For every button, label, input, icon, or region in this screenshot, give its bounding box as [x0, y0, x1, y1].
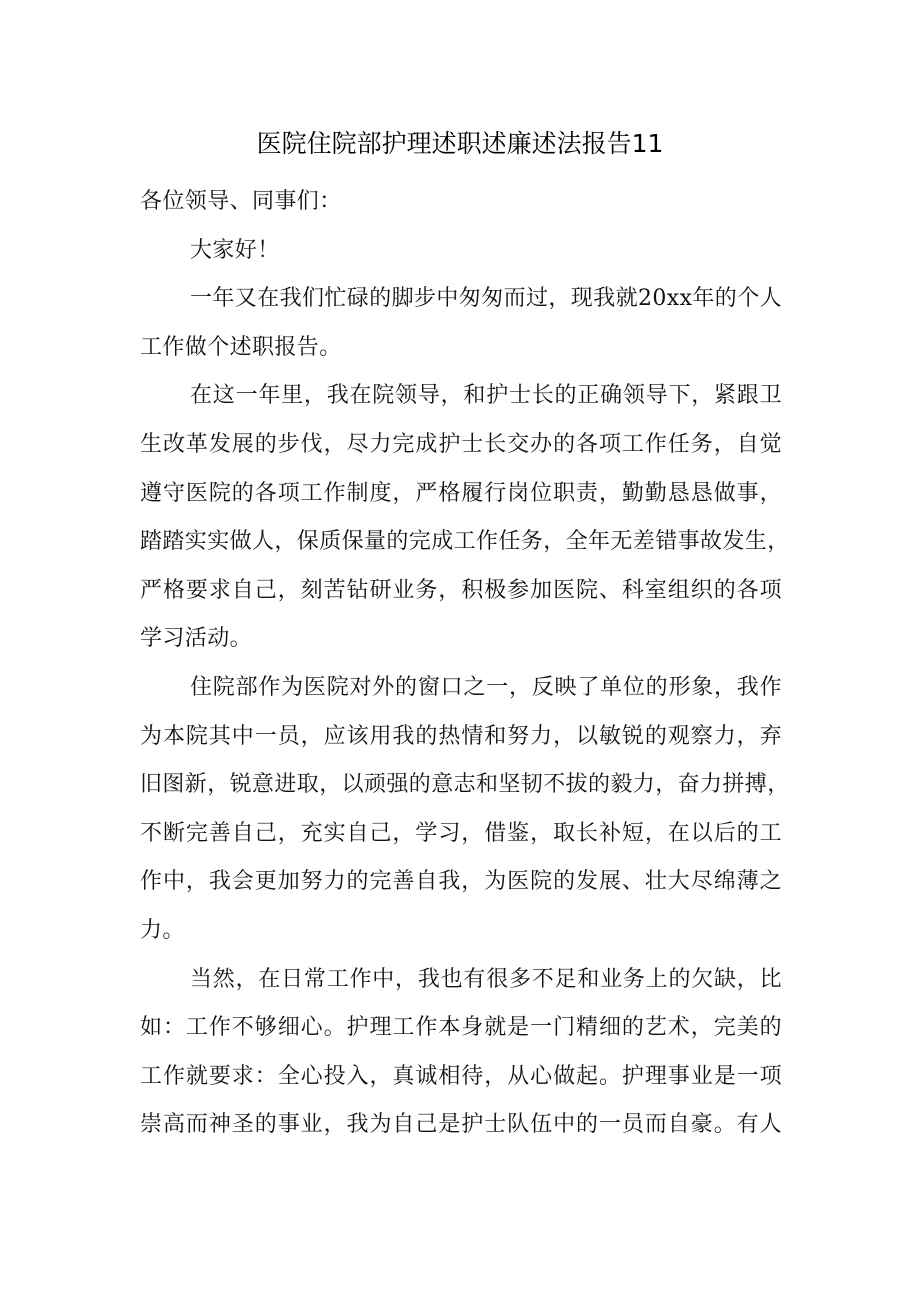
- text-line: 力。: [140, 917, 185, 943]
- document-body: [140, 178, 790, 1150]
- text-line: 学习活动。: [140, 626, 253, 652]
- text-line: 严格要求自己，刻苦钻研业务，积极参加医院、科室组织的各项: [140, 577, 782, 603]
- document-title: 医院住院部护理述职述廉述法报告11: [256, 129, 664, 158]
- text-line: 生改革发展的步伐，尽力完成护士长交办的各项工作任务，自觉: [140, 431, 782, 457]
- text-line: 旧图新，锐意进取，以顽强的意志和坚韧不拔的毅力，奋力拼搏，: [140, 772, 790, 798]
- text-line: 当然，在日常工作中，我也有很多不足和业务上的欠缺，比: [190, 966, 782, 992]
- text-line: 一年又在我们忙碌的脚步中匆匆而过，现我就20xx年的个人: [190, 286, 783, 312]
- text-line: 遵守医院的各项工作制度，严格履行岗位职责，勤勤恳恳做事，: [140, 480, 782, 506]
- text-line: 如：工作不够细心。护理工作本身就是一门精细的艺术，完美的: [140, 1015, 782, 1041]
- text-line: 作中，我会更加努力的完善自我，为医院的发展、壮大尽绵薄之: [140, 869, 782, 895]
- text-line: 各位领导、同事们：: [140, 189, 342, 214]
- text-line: 不断完善自己，充实自己，学习，借鉴，取长补短，在以后的工: [140, 820, 782, 846]
- text-line: 在这一年里，我在院领导，和护士长的正确领导下，紧跟卫: [190, 383, 782, 409]
- text-line: 工作做个述职报告。: [140, 334, 342, 360]
- text-line: 住院部作为医院对外的窗口之一，反映了单位的形象，我作: [190, 674, 782, 700]
- text-line: 大家好！: [190, 237, 280, 263]
- text-line: 踏踏实实做人，保质保量的完成工作任务，全年无差错事故发生，: [140, 529, 790, 555]
- text-line: 崇高而神圣的事业，我为自己是护士队伍中的一员而自豪。有人: [140, 1112, 782, 1138]
- text-line: 工作就要求：全心投入，真诚相待，从心做起。护理事业是一项: [140, 1063, 782, 1089]
- text-line: 为本院其中一员，应该用我的热情和努力，以敏锐的观察力，弃: [140, 723, 782, 749]
